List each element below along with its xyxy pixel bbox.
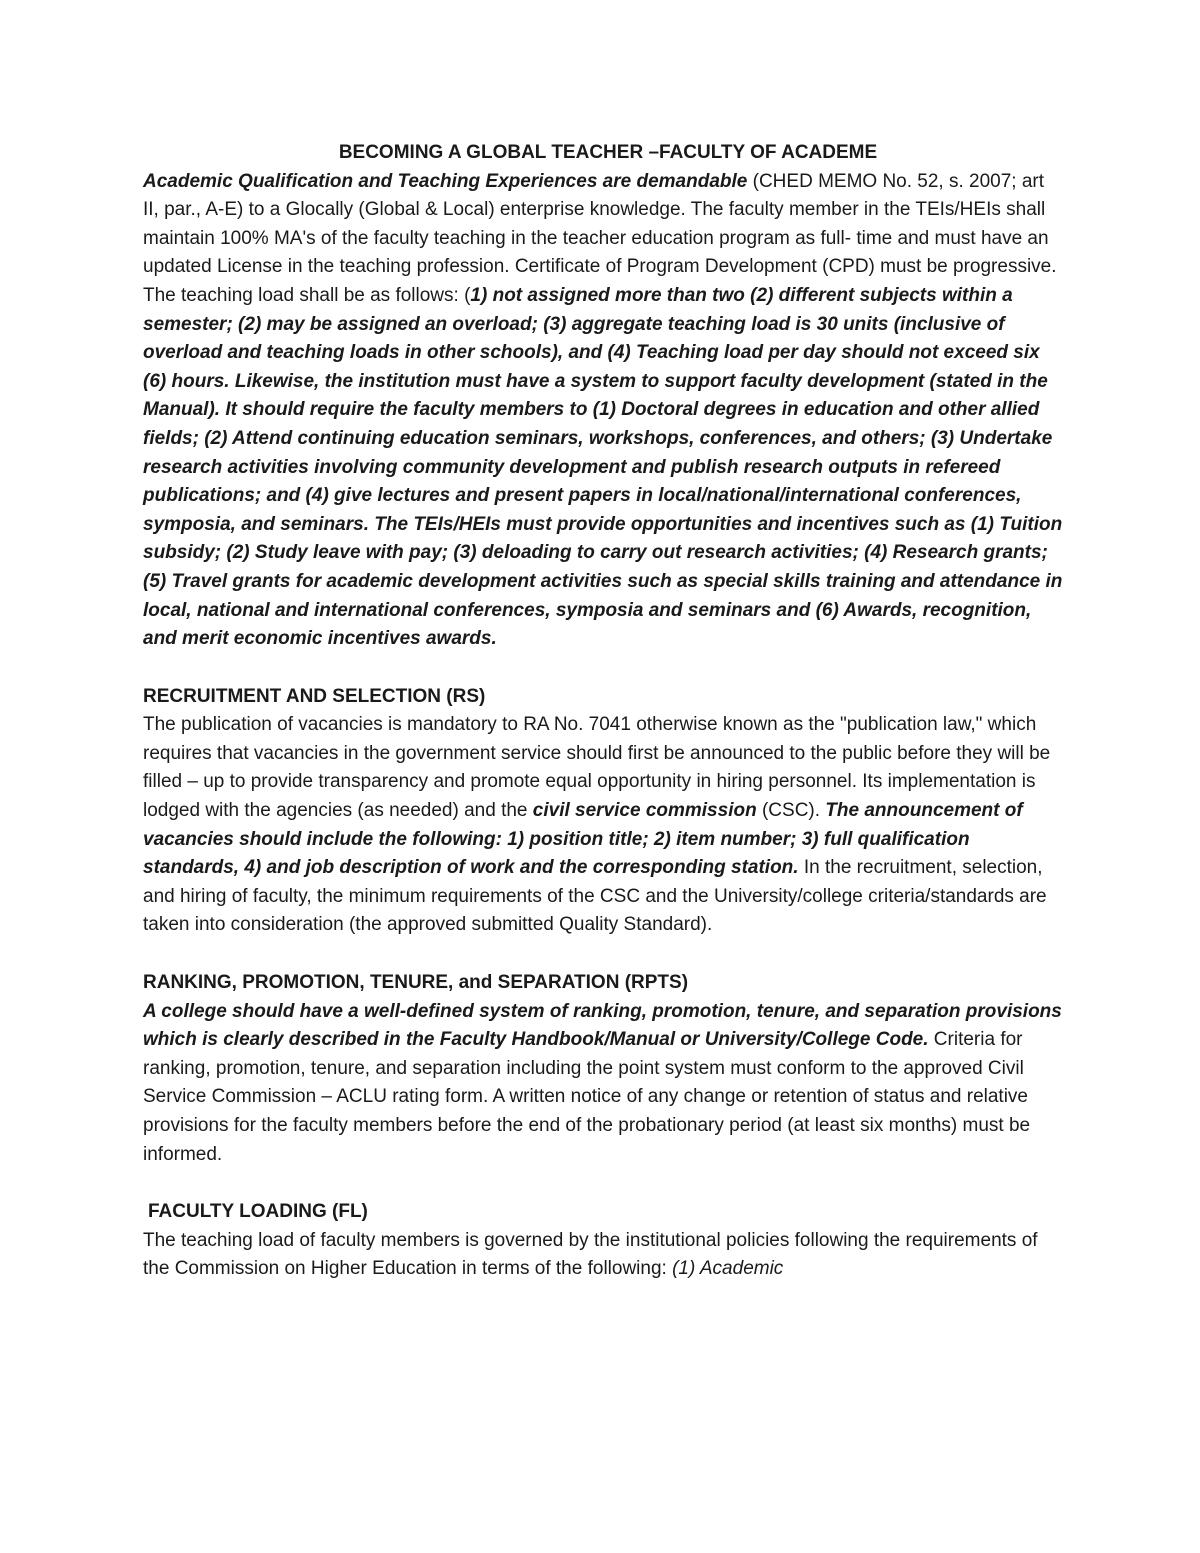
document-title: BECOMING A GLOBAL TEACHER –FACULTY OF ACADEME [338, 142, 878, 163]
document-body [143, 139, 1063, 1284]
section-spacer [143, 654, 1063, 683]
rs-heading: RECRUITMENT AND SELECTION (RS) [143, 685, 486, 707]
rpts-paragraph [143, 998, 1063, 1170]
intro-paragraph [143, 168, 1063, 654]
rs-text-2: (CSC). [756, 800, 826, 822]
fl-text: The teaching load of faculty members is governed by the institutional policies following the requirements of the Commission on Higher Education in terms of the following: [143, 1229, 1038, 1280]
intro-text: (CHED MEMO No. 52, s. 2007; art II, par., A-E) to a Glocally (Global & Local) enterprise knowledge. The faculty member in the TEIs/HEIs shall maintain 100% MA's of the faculty teaching in the teacher education program as full- time and must have an updated License in the teaching profession. Certificate of Program Development (CPD) must be progressive. The teaching load shall be as follows: ( [143, 170, 1057, 306]
rs-paragraph [143, 711, 1063, 940]
rpts-heading: RANKING, PROMOTION, TENURE, and SEPARATION (RPTS) [143, 972, 689, 994]
fl-heading: FACULTY LOADING (FL) [148, 1201, 368, 1223]
rs-text-1: The publication of vacancies is mandatory to RA No. 7041 otherwise known as the "publication law," which requires that vacancies in the government service should first be announced to the public before they will be filled – up to provide transparency and promote equal opportunity in hiring personnel. Its implementation is lodged with the agencies (as needed) and the [143, 714, 1051, 822]
section-spacer [143, 1169, 1063, 1198]
rs-emphasis-1: civil service commission [532, 800, 757, 822]
intro-teaching-load-emphasis: 1) not assigned more than two (2) different subjects within a semester; (2) may be assigned an overload; (3) aggregate teaching load is 30 units (inclusive of overload and teaching loads in other schools), and (4) Teaching load per day should not exceed six (6) hours. Likewise, the institution must have a system to support faculty development (stated in the Manual). It should require the faculty members to (1) Doctoral degrees in education and other allied fields; (2) Attend continuing education seminars, workshops, conferences, and others; (3) Undertake research activities involving community development and publish research outputs in refereed publications; and (4) give lectures and present papers in local/national/international conferences, symposia, and seminars. The TEIs/HEIs must provide opportunities and incentives such as (1) Tuition subsidy; (2) Study leave with pay; (3) deloading to carry out research activities; (4) Research grants; (5) Travel grants for academic development activities such as special skills training and attendance in local, national and international conferences, symposia and seminars and (6) Awards, recognition, and merit economic incentives awards. [143, 284, 1063, 650]
fl-paragraph [143, 1227, 1063, 1284]
rs-text-3: In the recruitment, selection, and hiring of faculty, the minimum requirements of the CSC and the University/college criteria/standards are taken into consideration (the approved submitted Quality Standard). [143, 857, 1047, 936]
intro-lead-emphasis: Academic Qualification and Teaching Experiences are demandable [143, 170, 748, 192]
rpts-text: Criteria for ranking, promotion, tenure, and separation including the point system must conform to the approved Civil Service Commission – ACLU rating form. A written notice of any change or retention of status and relative provisions for the faculty members before the end of the probationary period (at least six months) must be informed. [143, 1029, 1031, 1165]
section-spacer [143, 940, 1063, 969]
rs-emphasis-2: The announcement of vacancies should include the following: 1) position title; 2) item number; 3) full qualification standards, 4) and job description of work and the corresponding station. [143, 800, 1023, 879]
fl-italic: (1) Academic [672, 1258, 784, 1280]
rpts-emphasis: A college should have a well-defined system of ranking, promotion, tenure, and separation provisions which is clearly described in the Faculty Handbook/Manual or University/College Code. [143, 1000, 1062, 1051]
